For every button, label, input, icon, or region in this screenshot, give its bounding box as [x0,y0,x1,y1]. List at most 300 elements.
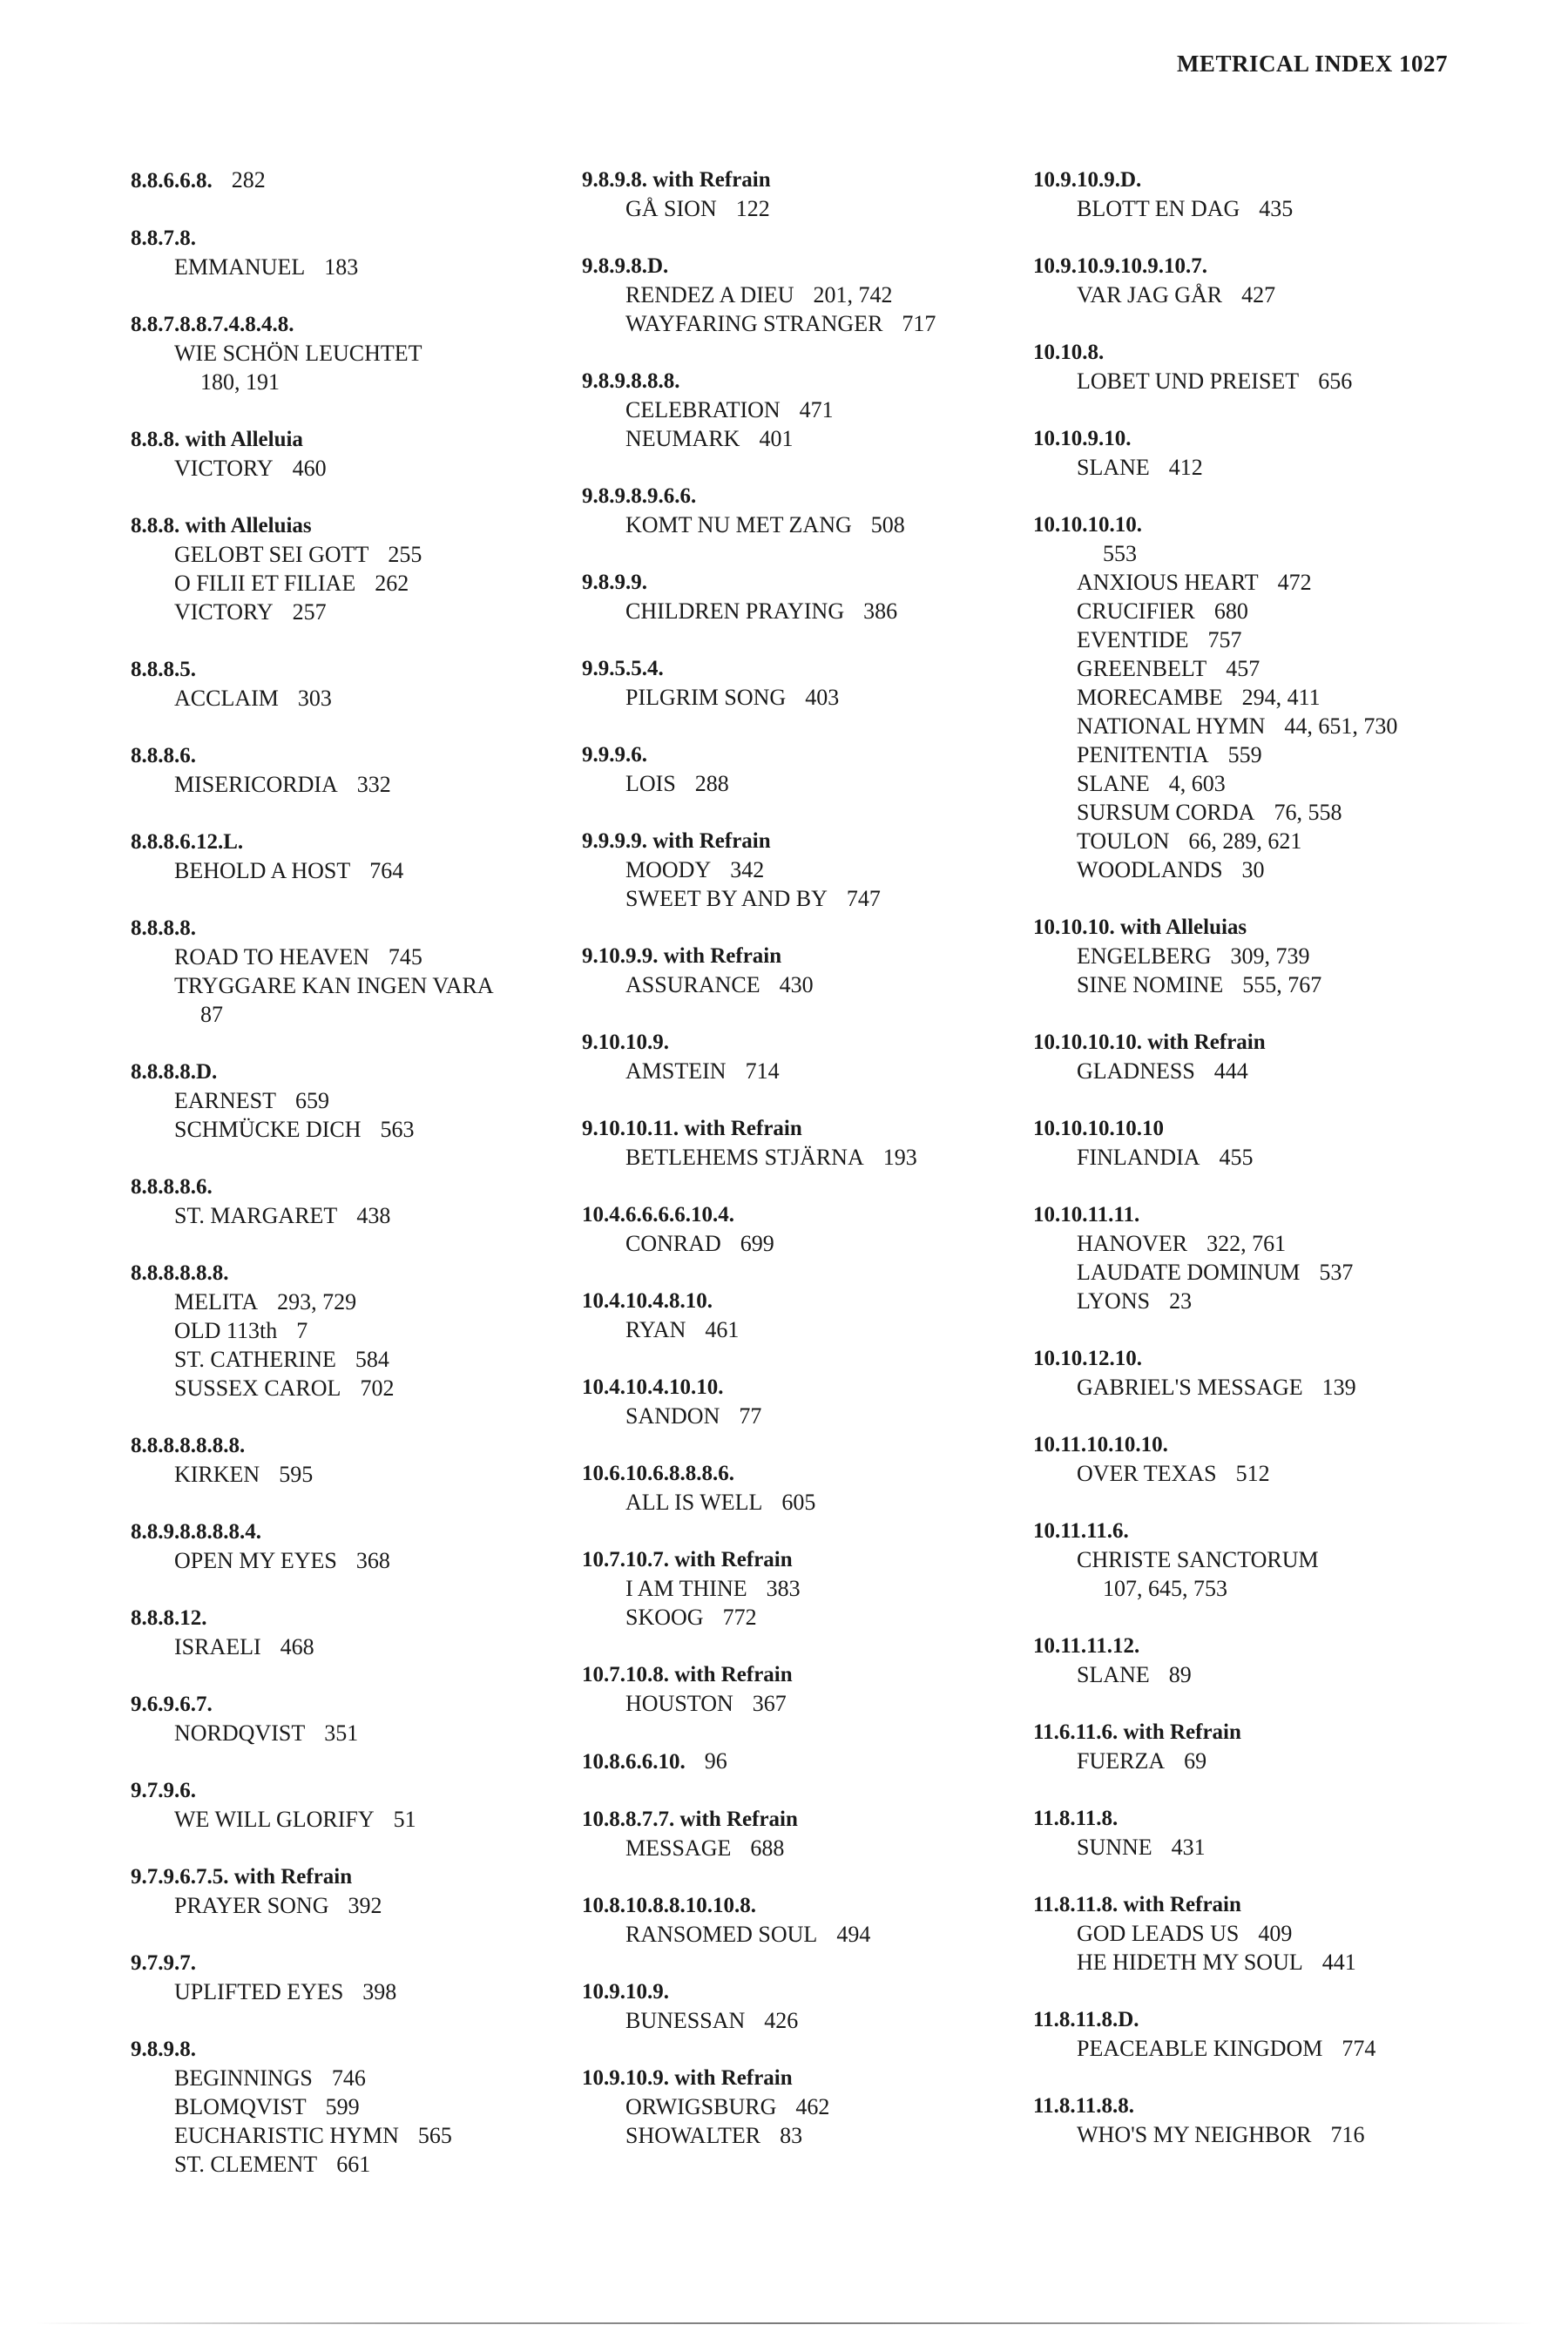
tune-name: PILGRIM SONG [625,685,787,710]
meter-label: 8.8.8.8. [131,916,196,940]
meter-heading [582,827,1070,855]
tune-row [582,1402,1070,1430]
meter-label: 8.8.6.6.8. [131,169,213,193]
tune-name: BLOTT EN DAG [1077,196,1240,221]
tune-name: HE HIDETH MY SOUL [1077,1950,1303,1975]
hymn-numbers: 444 [1213,1058,1248,1084]
meter-label: 10.11.11.6. [1033,1519,1129,1543]
meter-entry [582,1805,1070,1862]
tune-name: OLD 113th [174,1318,278,1343]
meter-heading [582,1545,1070,1574]
tune-name: GELOBT SEI GOTT [174,542,369,567]
hymn-numbers: 403 [805,685,840,710]
tune-name: ALL IS WELL [625,1490,763,1515]
meter-heading [582,1977,1070,2006]
tune-row [131,943,618,971]
meter-heading [131,655,618,684]
tune-name: WHO'S MY NEIGHBOR [1077,2122,1312,2147]
meter-entry [1033,510,1521,884]
meter-label: 10.4.10.4.10.10. [582,1375,724,1399]
hymn-numbers: 76, 558 [1274,800,1342,825]
hymn-numbers: 322, 761 [1206,1231,1287,1256]
meter-label: 8.8.8.8.8.8. [131,1261,229,1285]
hymn-numbers: 66, 289, 621 [1188,828,1302,854]
meter-heading [131,828,618,856]
tune-name: MOODY [625,857,712,882]
tune-name: BUNESSAN [625,2008,746,2033]
meter-heading [131,511,618,540]
tune-name: WAYFARING STRANGER [625,311,883,336]
tune-name: SCHMÜCKE DICH [174,1117,362,1142]
meter-heading [582,1747,1070,1776]
meter-heading [582,568,1070,597]
tune-row [131,1316,618,1345]
meter-label: 9.7.9.6.7.5. with Refrain [131,1865,353,1889]
hymn-numbers: 656 [1318,368,1353,394]
meter-label: 8.8.8.8.8.8.8. [131,1434,246,1457]
tune-row [1033,453,1521,482]
meter-heading [1033,252,1521,280]
tune-name: NEUMARK [625,426,740,451]
meter-entry [1033,2092,1521,2149]
meter-entry [131,1862,618,1920]
meter-label: 9.10.10.11. with Refrain [582,1117,802,1140]
tune-row [1033,827,1521,855]
meter-label: 9.9.5.5.4. [582,657,664,680]
hymn-numbers: 494 [836,1922,871,1947]
tune-row [1033,683,1521,712]
meter-entry [582,1891,1070,1949]
meter-entry [131,425,618,483]
tune-name: OPEN MY EYES [174,1548,337,1573]
meter-entry [582,2064,1070,2150]
meter-label: 11.8.11.8.8. [1033,2094,1134,2118]
meter-label: 9.9.9.9. with Refrain [582,829,771,853]
hymn-numbers: 553 [1103,541,1137,566]
hymn-numbers: 392 [348,1893,382,1918]
meter-entry [131,166,618,195]
tune-row [582,424,1070,453]
tune-row [131,454,618,483]
meter-entry [1033,1632,1521,1689]
meter-entry [131,1776,618,1834]
hymn-numbers: 747 [846,886,881,911]
tune-name: LAUDATE DOMINUM [1077,1260,1301,1285]
tune-row [1033,1229,1521,1258]
hymn-numbers: 401 [759,426,794,451]
hymn-numbers: 512 [1235,1461,1270,1486]
tune-name: ACCLAIM [174,686,279,711]
footer-rule [35,2322,1533,2324]
meter-label: 10.10.8. [1033,341,1105,364]
meter-label: 8.8.8.8.D. [131,1060,218,1084]
tune-name: SLANE [1077,455,1150,480]
tune-row [1033,2034,1521,2063]
meter-entry [582,367,1070,453]
meter-heading [582,1114,1070,1143]
hymn-numbers: 772 [722,1605,757,1630]
tune-row [1033,1373,1521,1402]
tune-name: SLANE [1077,1662,1150,1687]
tune-row [131,1977,618,2006]
tune-row [1033,1919,1521,1948]
meter-entry [582,827,1070,913]
hymn-numbers: 309, 739 [1230,943,1310,969]
tune-row [582,1920,1070,1949]
tune-row [1033,280,1521,309]
tune-name: FINLANDIA [1077,1145,1200,1170]
hymn-numbers: 471 [799,397,834,422]
meter-heading [582,1459,1070,1488]
tune-name: MISERICORDIA [174,772,338,797]
tune-row [131,1891,618,1920]
meter-label: 10.7.10.8. with Refrain [582,1663,793,1686]
tune-name: PEACEABLE KINGDOM [1077,2036,1323,2061]
meter-entry [131,511,618,626]
tune-name: MORECAMBE [1077,685,1223,710]
tune-name: FUERZA [1077,1748,1166,1774]
tune-row [582,510,1070,539]
tune-name: AMSTEIN [625,1058,727,1084]
meter-heading [131,914,618,943]
meter-entry [1033,1430,1521,1488]
hymn-numbers: 255 [388,542,422,567]
tune-name: SUSSEX CAROL [174,1375,341,1401]
meter-entry [1033,1114,1521,1172]
hymn-numbers: 584 [355,1347,389,1372]
tune-row [582,769,1070,798]
hymn-numbers: 438 [356,1203,391,1228]
meter-label: 8.8.8. with Alleluias [131,514,312,537]
meter-label: 10.6.10.6.8.8.8.6. [582,1462,734,1485]
tune-row [582,1574,1070,1603]
tune-row [582,970,1070,999]
meter-entry [582,1028,1070,1085]
meter-entry [582,1545,1070,1632]
tune-name: SURSUM CORDA [1077,800,1255,825]
tune-row [131,569,618,598]
hymn-numbers: 427 [1241,282,1276,308]
tune-name: SLANE [1077,771,1150,796]
meter-heading [131,1431,618,1460]
tune-name: RANSOMED SOUL [625,1922,818,1947]
tune-name: EARNEST [174,1088,276,1113]
meter-label: 10.4.10.4.8.10. [582,1289,713,1313]
meter-heading [582,1891,1070,1920]
tune-row [1033,970,1521,999]
tune-row [131,684,618,713]
hymn-numbers: 688 [750,1835,785,1861]
hymn-numbers: 460 [292,456,327,481]
hymn-numbers: 77 [739,1403,762,1429]
meter-entry [131,1173,618,1230]
tune-name: UPLIFTED EYES [174,1979,344,2004]
tune-row [1033,2120,1521,2149]
meter-heading [131,1058,618,1086]
tune-row [131,1805,618,1834]
tune-name: CELEBRATION [625,397,781,422]
meter-label: 9.8.9.9. [582,571,647,594]
tune-row [1033,769,1521,798]
tune-name: I AM THINE [625,1576,747,1601]
meter-entry [582,1459,1070,1517]
hymn-number: 96 [704,1748,727,1774]
tune-name: BETLEHEMS STJÄRNA [625,1145,864,1170]
tune-name: ST. CLEMENT [174,2152,318,2177]
tune-row [131,1546,618,1575]
tune-name: CHRISTE SANCTORUM [1077,1547,1319,1572]
tune-name: MESSAGE [625,1835,732,1861]
hymn-numbers: 87 [200,1002,223,1027]
tune-name: GOD LEADS US [1077,1921,1240,1946]
tune-row [582,309,1070,338]
meter-label: 8.8.7.8.8.7.4.8.4.8. [131,313,294,336]
meter-entry [1033,1517,1521,1603]
meter-heading [582,367,1070,395]
tune-row [582,280,1070,309]
hymn-numbers: 441 [1321,1950,1356,1975]
meter-heading [131,1604,618,1632]
hymn-numbers: 699 [740,1231,774,1256]
meter-label: 9.7.9.6. [131,1779,196,1802]
tune-name: ROAD TO HEAVEN [174,944,369,970]
tune-row [1033,1258,1521,1287]
tune-row [131,770,618,799]
tune-name: SANDON [625,1403,720,1429]
hymn-numbers: 7 [296,1318,308,1343]
tune-row [582,1315,1070,1344]
meter-heading [131,1173,618,1201]
meter-entry [1033,1804,1521,1862]
meter-heading [1033,1344,1521,1373]
meter-entry [1033,913,1521,999]
hymn-numbers: 537 [1319,1260,1354,1285]
hymn-numbers: 257 [292,599,327,625]
meter-entry [1033,1718,1521,1775]
tune-row [131,1719,618,1747]
hymn-numbers: 180, 191 [200,369,280,395]
hymn-numbers: 30 [1241,857,1265,882]
tune-row [131,856,618,885]
tune-name: GLADNESS [1077,1058,1195,1084]
tune-name: GÅ SION [625,196,717,221]
meter-entry [1033,1028,1521,1085]
hymn-numbers: 757 [1207,627,1242,652]
hymn-numbers: 605 [781,1490,816,1515]
tune-name: CRUCIFIER [1077,598,1195,624]
meter-heading [131,1776,618,1805]
tune-name: ST. MARGARET [174,1203,338,1228]
hymn-numbers: 4, 603 [1168,771,1226,796]
meter-heading [582,740,1070,769]
tune-row [1033,1057,1521,1085]
hymn-numbers: 508 [870,512,905,537]
hymn-numbers: 746 [331,2065,366,2091]
tune-name: GREENBELT [1077,656,1207,681]
meter-entry [582,1977,1070,2035]
meter-entry [582,568,1070,625]
meter-entry [131,655,618,713]
tune-row [582,194,1070,223]
tune-name: VAR JAG GÅR [1077,282,1223,308]
meter-label: 11.8.11.8. with Refrain [1033,1893,1241,1916]
meter-heading [131,1949,618,1977]
tune-row [582,855,1070,884]
meter-entry [1033,1890,1521,1977]
tune-row [1033,597,1521,625]
hymn-numbers: 44, 651, 730 [1284,713,1398,739]
tune-name: WOODLANDS [1077,857,1223,882]
meter-heading [582,942,1070,970]
meter-heading [1033,424,1521,453]
tune-row [582,395,1070,424]
meter-label: 11.6.11.6. with Refrain [1033,1720,1241,1744]
meter-heading [1033,2092,1521,2120]
tune-row [582,1689,1070,1718]
meter-heading [131,1862,618,1891]
tune-name: ORWIGSBURG [625,2094,777,2119]
tune-row [1033,1833,1521,1862]
tune-name: RYAN [625,1317,686,1342]
meter-label: 9.10.9.9. with Refrain [582,944,782,968]
hymn-numbers: 383 [766,1576,801,1601]
meter-entry [131,1604,618,1661]
meter-heading [131,2035,618,2064]
tune-row [1033,942,1521,970]
meter-entry [582,482,1070,539]
hymn-numbers: 745 [388,944,422,970]
tune-name: EVENTIDE [1077,627,1189,652]
meter-entry [131,1259,618,1402]
hymn-numbers: 398 [362,1979,397,2004]
meter-heading [131,166,618,195]
meter-heading [1033,510,1521,539]
meter-entry [131,914,618,1029]
meter-label: 9.9.9.6. [582,743,647,767]
meter-label: 8.8.7.8. [131,226,196,250]
meter-heading [1033,338,1521,367]
tune-row [131,1460,618,1489]
meter-heading [131,1690,618,1719]
meter-heading [1033,913,1521,942]
tune-name: CHILDREN PRAYING [625,598,845,624]
tune-name: KOMT NU MET ZANG [625,512,852,537]
tune-name: EMMANUEL [174,254,306,280]
tune-name: VICTORY [174,599,274,625]
hymn-numbers: 563 [380,1117,415,1142]
tune-row [131,1201,618,1230]
hymn-numbers: 368 [355,1548,390,1573]
hymn-numbers: 201, 742 [813,282,893,308]
tune-row [131,1288,618,1316]
meter-label: 9.8.9.8. [131,2038,196,2061]
meter-heading [582,1200,1070,1229]
meter-label: 10.8.8.7.7. with Refrain [582,1808,798,1831]
tune-name: SWEET BY AND BY [625,886,828,911]
tune-name: LOIS [625,771,676,796]
meter-entry [582,740,1070,798]
meter-heading [582,1805,1070,1834]
meter-label: 11.8.11.8. [1033,1807,1119,1830]
meter-entry [582,1747,1070,1776]
page-header: METRICAL INDEX 1027 [1176,51,1448,77]
meter-label: 8.8.8.6. [131,744,196,767]
meter-entry [582,1373,1070,1430]
tune-row [131,1345,618,1374]
hymn-numbers: 661 [336,2152,371,2177]
tune-row [1033,1747,1521,1775]
meter-entry [582,1660,1070,1718]
meter-heading [1033,1890,1521,1919]
tune-row [131,1086,618,1115]
meter-entry [582,166,1070,223]
meter-heading [1033,1430,1521,1459]
meter-label: 10.10.10.10. [1033,513,1142,537]
hymn-numbers: 89 [1168,1662,1192,1687]
tune-name: BEGINNINGS [174,2065,313,2091]
tune-row [131,540,618,569]
meter-entry [582,942,1070,999]
hymn-numbers: 559 [1227,742,1262,767]
meter-label: 9.7.9.7. [131,1951,196,1975]
tune-row [1033,1948,1521,1977]
hymn-numbers: 461 [705,1317,740,1342]
hymn-numbers: 565 [417,2123,452,2148]
hymn-numbers: 702 [360,1375,395,1401]
meter-heading [1033,1028,1521,1057]
hymn-numbers: 351 [324,1720,359,1746]
meter-entry [131,1058,618,1144]
hymn-numbers: 386 [863,598,898,624]
tune-name: CONRAD [625,1231,721,1256]
meter-entry [582,1287,1070,1344]
meter-heading [582,1373,1070,1402]
meter-heading [582,482,1070,510]
meter-heading [1033,166,1521,194]
meter-label: 10.4.6.6.6.6.10.4. [582,1203,734,1227]
tune-row [131,1115,618,1144]
tune-row [582,884,1070,913]
tune-name: PRAYER SONG [174,1893,329,1918]
meter-label: 8.8.8.5. [131,658,196,681]
meter-label: 10.7.10.7. with Refrain [582,1548,793,1571]
tune-name: WIE SCHÖN LEUCHTET [174,341,422,366]
meter-heading [1033,1632,1521,1660]
tune-name: HANOVER [1077,1231,1188,1256]
meter-label: 8.8.9.8.8.8.8.4. [131,1520,261,1544]
meter-label: 10.9.10.9.D. [1033,168,1142,192]
meter-label: 9.6.9.6.7. [131,1693,213,1716]
tune-row [1033,654,1521,683]
meter-entry [1033,2005,1521,2063]
tune-name: ST. CATHERINE [174,1347,336,1372]
tune-row [1033,625,1521,654]
meter-heading [1033,1517,1521,1545]
hymn-numbers: 122 [735,196,770,221]
tune-row [1033,798,1521,827]
tune-row [582,2121,1070,2150]
tune-name: KIRKEN [174,1462,260,1487]
tune-name: LOBET UND PREISET [1077,368,1300,394]
tune-name: BEHOLD A HOST [174,858,351,883]
tune-row [1033,1459,1521,1488]
hymn-numbers: 51 [393,1807,416,1832]
meter-entry [1033,1344,1521,1402]
index-column-1 [131,166,618,2207]
tune-name: O FILII ET FILIAE [174,571,356,596]
meter-entry [1033,338,1521,395]
meter-heading [1033,1200,1521,1229]
